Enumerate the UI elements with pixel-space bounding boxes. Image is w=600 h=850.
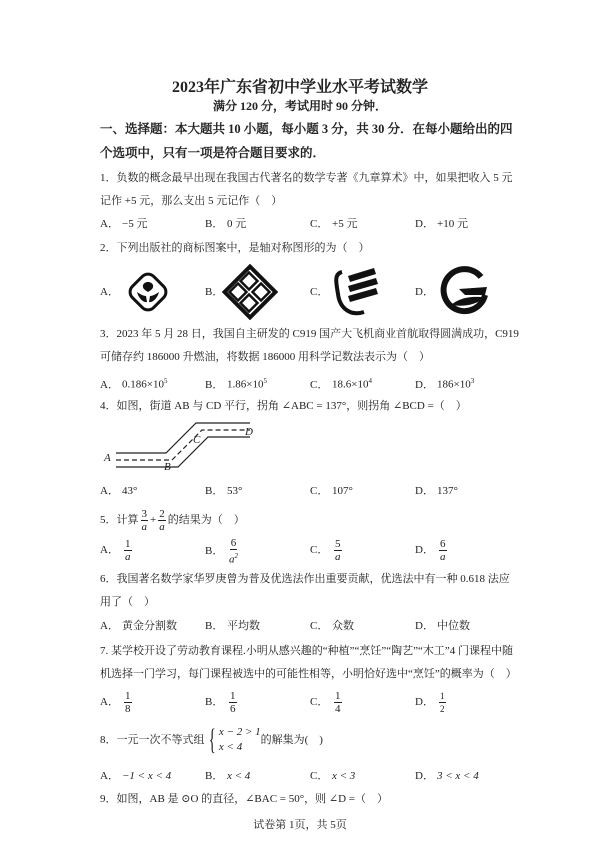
section-heading-cont: 个选项中，只有一项是符合题目要求的． xyxy=(100,146,326,160)
point-b-label: B xyxy=(164,461,171,473)
q3-option-c: C． $18.6\times 10^4$ xyxy=(310,377,372,391)
q5-option-d: D． $\frac{6}{a}$ xyxy=(415,537,446,563)
question-9-text: 9．如图，AB 是 ⊙O 的直径，∠BAC = 50°，则 ∠D =（ ） xyxy=(100,793,388,805)
inequality-system: { x − 2 > 1 x < 4 xyxy=(208,723,261,757)
q8-option-a: A． −1 < x < 4 xyxy=(100,770,172,782)
q6-option-c: C． 众数 xyxy=(310,620,354,632)
section-heading: 一、选择题：本大题共 10 小题，每小题 3 分，共 30 分．在每小题给出的四 xyxy=(100,122,513,136)
q5-option-b: B． $\frac{6}{a^2}$ xyxy=(205,537,238,566)
exam-info: 满分 120 分，考试用时 90 分钟． xyxy=(212,99,387,113)
q4-option-a: A． 43° xyxy=(100,485,138,497)
q6-option-b: B． 平均数 xyxy=(205,620,260,632)
question-6-text: 6．我国著名数学家华罗庚曾为普及优选法作出重要贡献，优选法中有一种 0.618 法应 xyxy=(100,573,510,585)
q8-option-d: D． 3 < x < 4 xyxy=(415,770,479,782)
question-5-text: 5．计算 $\frac{3}{a}$ + $\frac{2}{a}$ 的结果为（ ） xyxy=(100,507,245,533)
q4-option-d: D． 137° xyxy=(415,485,458,497)
q8-option-b: B． x < 4 xyxy=(205,770,251,782)
question-7-text: 7. 某学校开设了劳动教育课程.小明从感兴趣的“种植”“烹饪”“陶艺”“木工”4 门课程中随 xyxy=(100,645,514,657)
q3-option-b: B． $1.86\times 10^5$ xyxy=(205,377,267,391)
question-1-text: 1．负数的概念最早出现在我国古代著名的数学专著《九章算术》中，如果把收入 5 元 xyxy=(100,172,513,184)
q2-option-a-label: A． xyxy=(100,286,119,298)
q5-option-a: A． $\frac{1}{a}$ xyxy=(100,537,131,563)
street-diagram xyxy=(110,418,260,473)
q1-option-c: C． +5 元 xyxy=(310,218,358,230)
q2-option-d-label: D． xyxy=(415,286,434,298)
question-7-text-cont: 机选择一门学习，每门课程被选中的可能性相等，小明恰好选中“烹饪”的概率为（ ） xyxy=(100,668,517,680)
question-3-text: 3．2023 年 5 月 28 日，我国自主研发的 C919 国产大飞机商业首航取得圆满成功，C919 xyxy=(100,328,519,340)
q1-option-b: B． 0 元 xyxy=(205,218,247,230)
question-4-text: 4．如图，街道 AB 与 CD 平行，拐角 ∠ABC = 137°，则拐角 ∠BCD =（ ） xyxy=(100,400,467,412)
page-footer: 试卷第 1页，共 5页 xyxy=(253,819,347,831)
q7-option-b: B． $\frac{1}{6}$ xyxy=(205,689,236,715)
q7-option-c: C． $\frac{1}{4}$ xyxy=(310,689,341,715)
q6-option-a: A． 黄金分割数 xyxy=(100,620,177,632)
question-8-text: 8．一元一次不等式组 { x − 2 > 1 x < 4 的解集为( ) xyxy=(100,723,323,757)
q1-option-a: A． −5 元 xyxy=(100,218,148,230)
q4-option-c: C． 107° xyxy=(310,485,353,497)
logo-g-circle-icon xyxy=(437,265,493,319)
q6-option-d: D． 中位数 xyxy=(415,620,470,632)
q1-option-d: D． +10 元 xyxy=(415,218,468,230)
question-6-text-cont: 用了（ ） xyxy=(100,596,155,608)
q3-option-a: A． $0.186\times 10^5$ xyxy=(100,377,168,391)
logo-diamond-squares-icon xyxy=(222,264,278,320)
q2-option-c-label: C． xyxy=(310,286,329,298)
point-d-label: D xyxy=(245,426,253,438)
question-1-text-cont: 记作 +5 元，那么支出 5 元记作（ ） xyxy=(100,195,283,207)
q3-option-d: D． $186\times 10^3$ xyxy=(415,377,475,391)
point-a-label: A xyxy=(104,452,111,464)
q4-option-b: B． 53° xyxy=(205,485,243,497)
question-3-text-cont: 可储存约 186000 升燃油，将数据 186000 用科学记数法表示为（ ） xyxy=(100,351,430,363)
q8-option-c: C． x < 3 xyxy=(310,770,356,782)
q5-option-c: C． $\frac{5}{a}$ xyxy=(310,537,341,563)
q2-option-b-label: B． xyxy=(205,286,224,298)
page-title: 2023年广东省初中学业水平考试数学 xyxy=(171,79,428,96)
logo-books-swan-icon xyxy=(330,264,386,320)
q7-option-d: D． $\frac{1}{2}$ xyxy=(415,690,445,714)
question-2-text: 2．下列出版社的商标图案中，是轴对称图形的为（ ） xyxy=(100,242,370,254)
q7-option-a: A． $\frac{1}{8}$ xyxy=(100,689,131,715)
point-c-label: C xyxy=(193,434,201,446)
logo-hands-icon xyxy=(125,270,171,314)
